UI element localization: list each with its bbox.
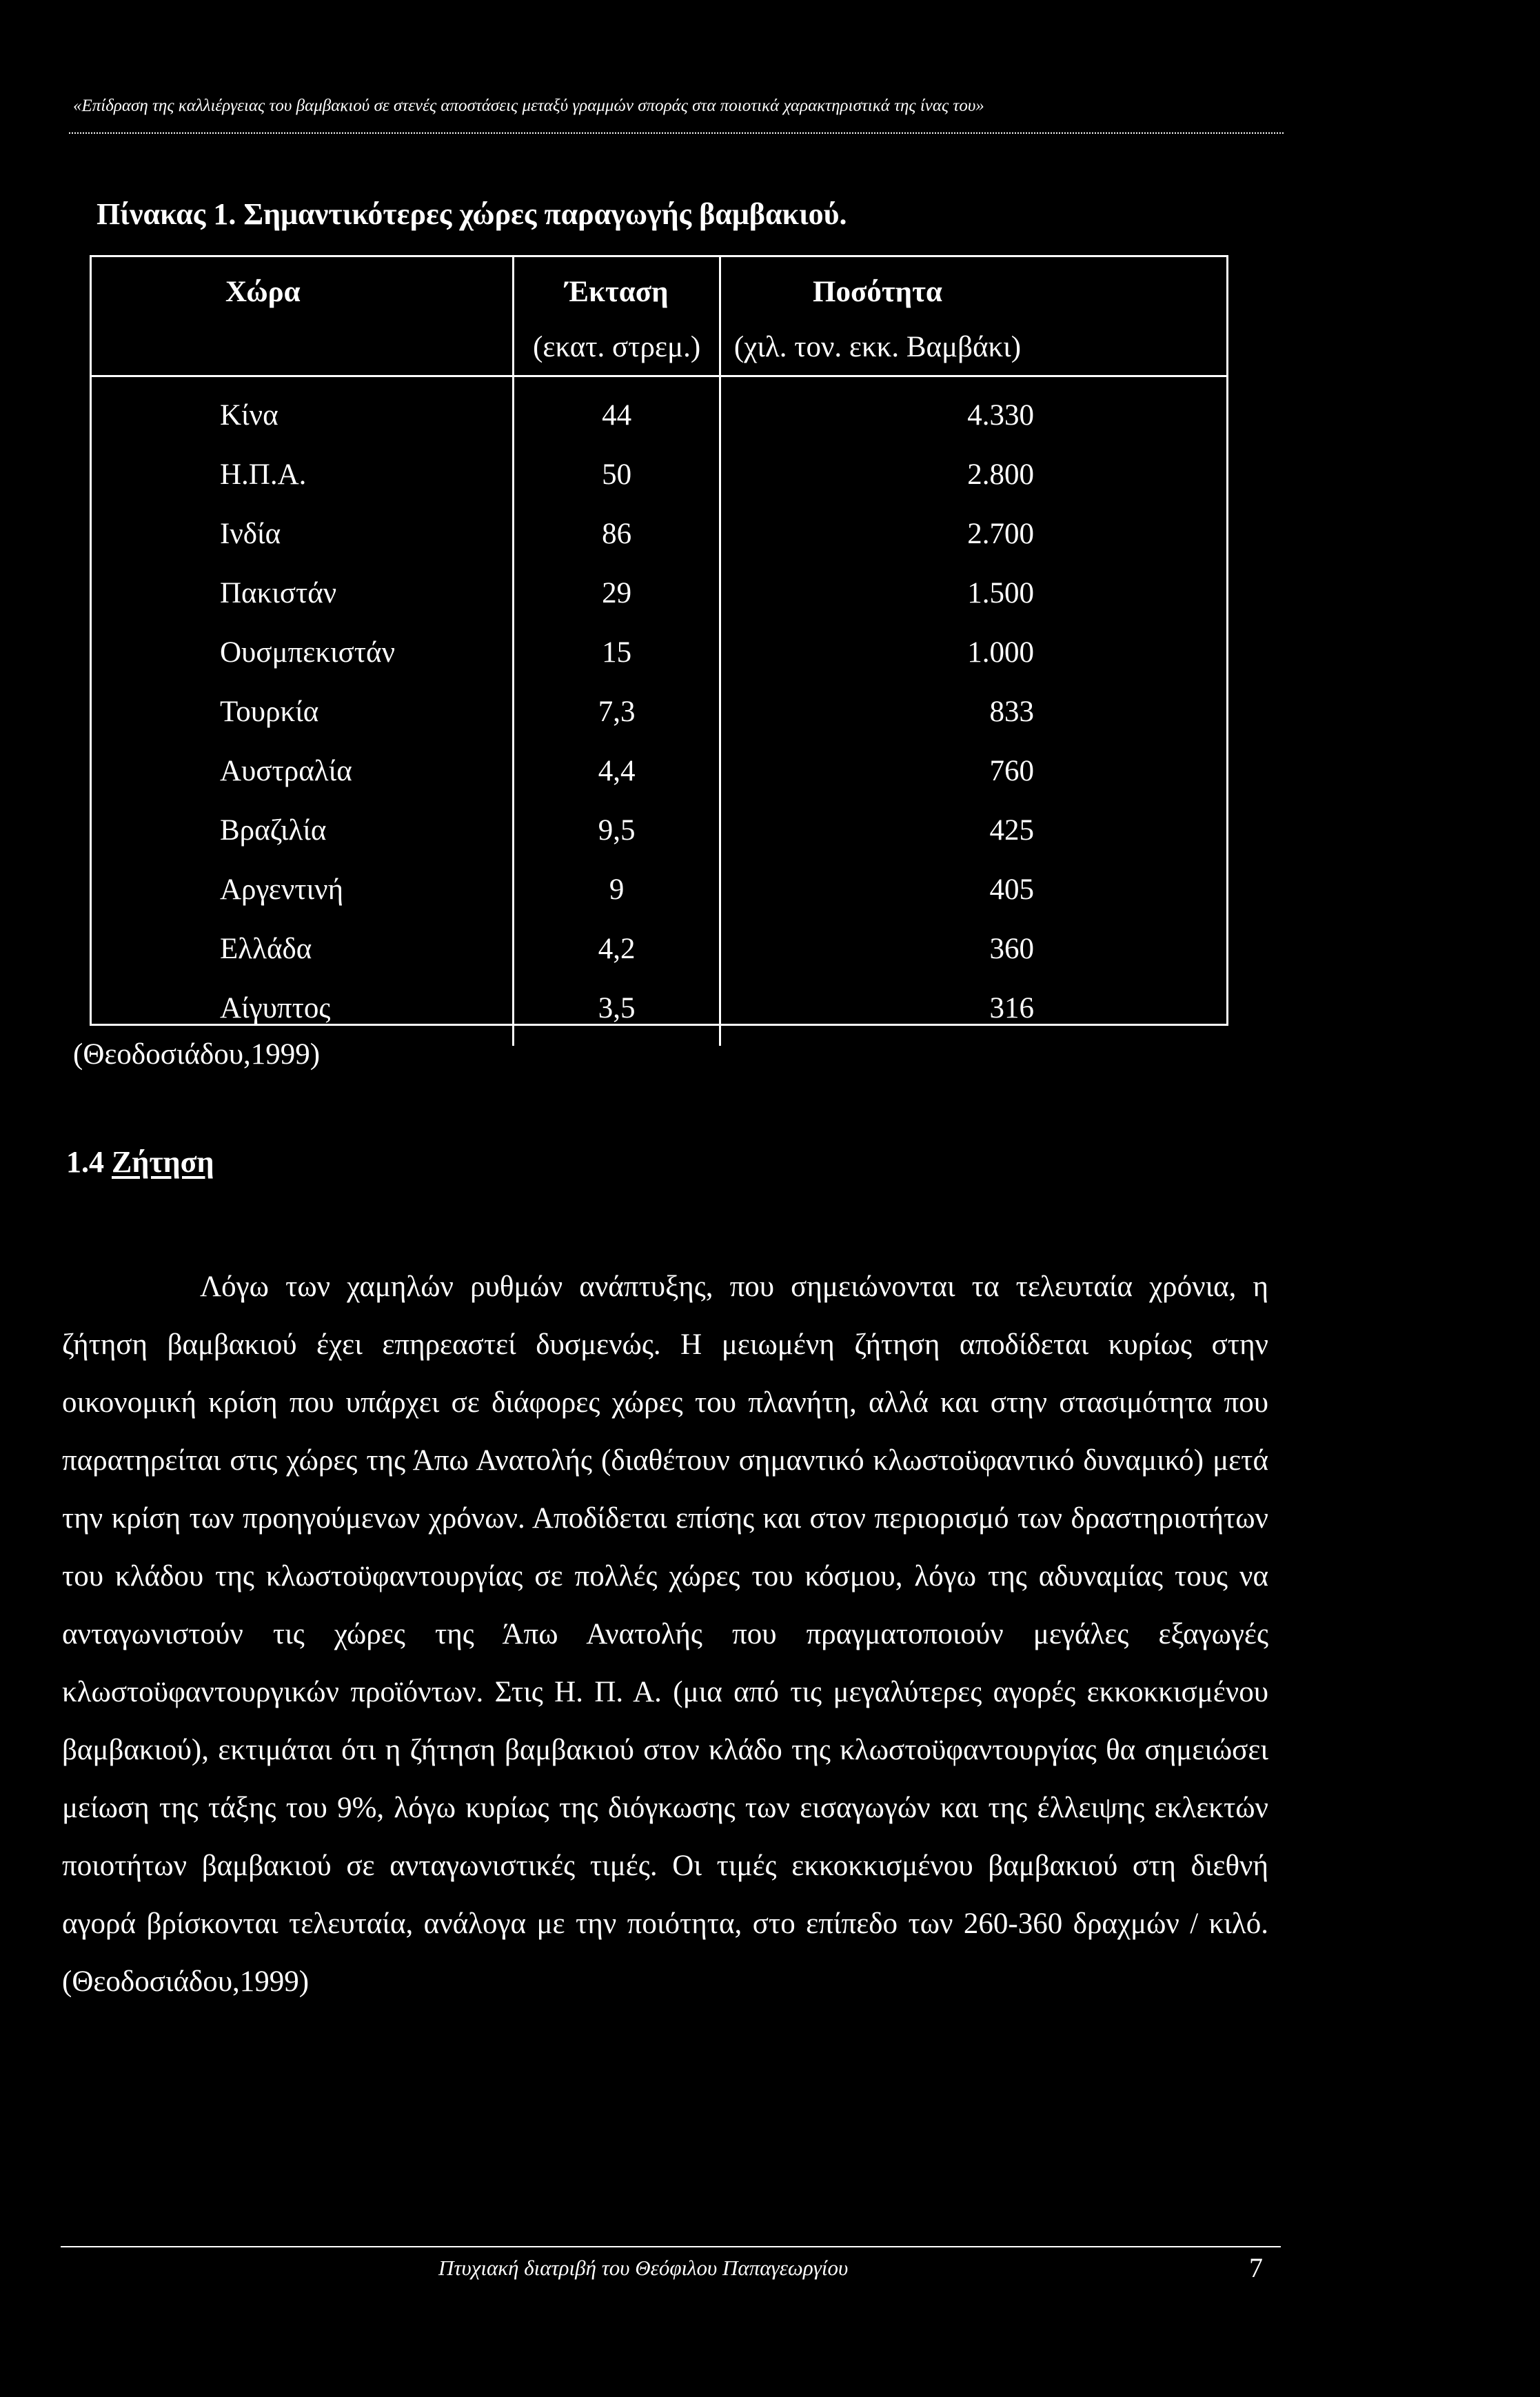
cell-country: Αυστραλία	[92, 741, 514, 800]
section-title: Ζήτηση	[112, 1145, 214, 1179]
header-area	[514, 256, 720, 376]
cell-country: Ελλάδα	[92, 919, 514, 978]
header-country-label: Χώρα	[225, 276, 301, 308]
cell-area: 50	[514, 445, 720, 504]
cell-quantity: 1.500	[967, 576, 1034, 609]
cell-quantity: 2.700	[967, 517, 1034, 550]
header-country	[92, 256, 514, 376]
cell-country: Αίγυπτος	[92, 978, 514, 1046]
table-row	[92, 376, 1228, 445]
cell-area: 4,2	[514, 919, 720, 978]
cell-area: 44	[514, 376, 720, 445]
header-quantity-label: Ποσότητα	[813, 276, 942, 308]
cell-area: 86	[514, 504, 720, 563]
cell-country: Πακιστάν	[92, 563, 514, 623]
table-source: (Θεοδοσιάδου,1999)	[73, 1038, 321, 1071]
body-paragraph: Λόγω των χαμηλών ρυθμών ανάπτυξης, που σημειώνονται τα τελευταία χρόνια, η ζήτηση βαμβακιού έχει επηρεαστεί δυσμενώς. Η μειωμένη ζήτηση αποδίδεται κυρίως στην οικονομική κρίση που υπάρχει σε διάφορες χώρες του πλανήτη, αλλά και στην στασιμότητα που παρατηρείται στις χώρες της Άπω Ανατολής (διαθέτουν σημαντικό κλωστοϋφαντικό δυναμικό) μετά την κρίση των προηγούμενων χρόνων. Αποδίδεται επίσης και στον περιορισμό των δραστηριοτήτων του κλάδου της κλωστοϋφαντουργίας σε πολλές χώρες του κόσμου, λόγω της αδυναμίας τους να ανταγωνιστούν τις χώρες της Άπω Ανατολής που πραγματοποιούν μεγάλες εξαγωγές κλωστοϋφαντουργικών προϊόντων. Στις Η. Π. Α. (μια από τις μεγαλύτερες αγορές εκκοκκισμένου βαμβακιού), εκτιμάται ότι η ζήτηση βαμβακιού στον κλάδο της κλωστοϋφαντουργίας θα σημειώσει μείωση της τάξης του 9%, λόγω κυρίως της διόγκωσης των εισαγωγών και της έλλειψης εκλεκτών ποιοτήτων βαμβακιού σε ανταγωνιστικές τιμές. Οι τιμές εκκοκκισμένου βαμβακιού στη διεθνή αγορά βρίσκονται τελευταία, ανάλογα με την ποιότητα, στο επίπεδο των 260-360 δραχμών / κιλό. (Θεοδοσιάδου,1999)	[62, 1271, 1268, 1998]
table-row	[92, 860, 1228, 919]
table-row	[92, 800, 1228, 860]
cell-quantity: 2.800	[967, 458, 1034, 491]
table-row	[92, 919, 1228, 978]
cell-area: 29	[514, 563, 720, 623]
page-number: 7	[1249, 2252, 1263, 2283]
table-row	[92, 978, 1228, 1046]
footer-rule	[61, 2246, 1281, 2247]
table-row	[92, 504, 1228, 563]
table-caption: Πίνακας 1. Σημαντικότερες χώρες παραγωγής βαμβακιού.	[97, 197, 847, 231]
cell-area: 15	[514, 623, 720, 682]
cell-quantity: 4.330	[967, 398, 1034, 432]
cell-country: Αργεντινή	[92, 860, 514, 919]
cell-quantity: 360	[989, 932, 1034, 965]
header-rule	[69, 132, 1284, 134]
cell-country: Βραζιλία	[92, 800, 514, 860]
table-row	[92, 445, 1228, 504]
cell-quantity: 833	[989, 695, 1034, 728]
cell-country: Κίνα	[92, 376, 514, 445]
cell-quantity: 760	[989, 754, 1034, 787]
cell-country: Ινδία	[92, 504, 514, 563]
cell-area: 7,3	[514, 682, 720, 741]
header-quantity	[720, 256, 1228, 376]
running-header: «Επίδραση της καλλιέργειας του βαμβακιού σε στενές αποστάσεις μεταξύ γραμμών σποράς στα ποιοτικά χαρακτηριστικά της ίνας του»	[73, 97, 984, 115]
section-heading	[66, 1144, 214, 1180]
header-area-unit: (εκατ. στρεμ.)	[533, 331, 701, 363]
cell-area: 3,5	[514, 978, 720, 1046]
cell-area: 4,4	[514, 741, 720, 800]
cell-quantity: 316	[989, 991, 1034, 1024]
table-row	[92, 563, 1228, 623]
cell-area: 9,5	[514, 800, 720, 860]
production-table	[92, 256, 1228, 1046]
table-row	[92, 623, 1228, 682]
cell-country: Η.Π.Α.	[92, 445, 514, 504]
cell-quantity: 425	[989, 813, 1034, 847]
header-quantity-unit: (χιλ. τον. εκκ. Βαμβάκι)	[733, 331, 1022, 363]
cell-country: Ουσμπεκιστάν	[92, 623, 514, 682]
section-number: 1.4	[66, 1145, 104, 1179]
cell-quantity: 1.000	[967, 636, 1034, 669]
table-header-row	[92, 256, 1228, 376]
table-row	[92, 682, 1228, 741]
footer-text: Πτυχιακή διατριβή του Θεόφιλου Παπαγεωργίου	[438, 2256, 849, 2280]
table-row	[92, 741, 1228, 800]
header-area-label: Έκταση	[565, 276, 669, 308]
cell-country: Τουρκία	[92, 682, 514, 741]
cell-area: 9	[514, 860, 720, 919]
cell-quantity: 405	[989, 873, 1034, 906]
